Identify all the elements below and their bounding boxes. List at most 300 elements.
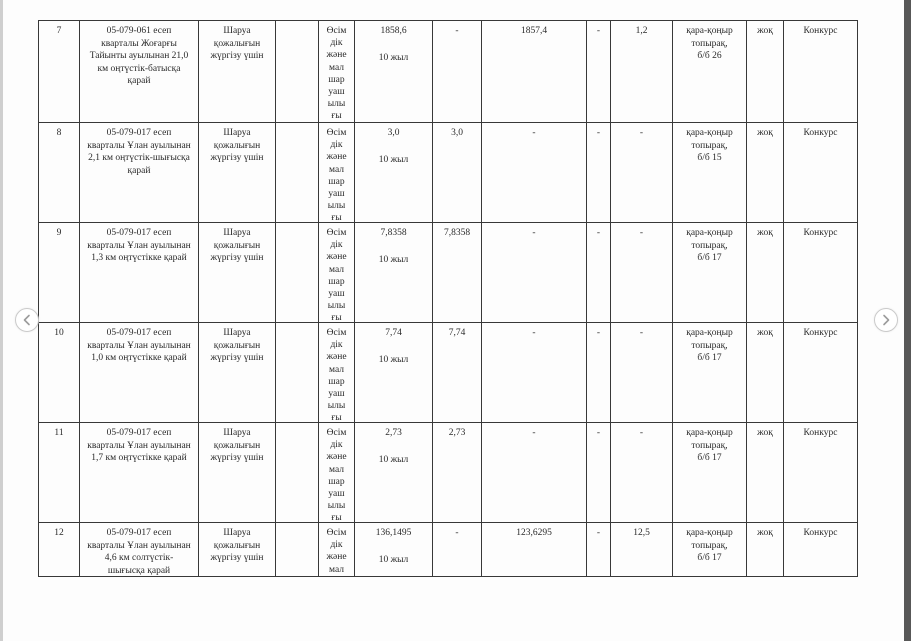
method-content [784, 223, 857, 322]
soil-content [673, 21, 746, 122]
row-number-value: 9 [56, 228, 62, 238]
soil-line: б/б 26 [697, 51, 722, 62]
purpose-line: Шаруа [223, 128, 251, 138]
purpose-line: қожалығын [213, 340, 261, 351]
col12-cell [747, 223, 784, 323]
use-type-line: мал [329, 62, 344, 73]
row-number-content [39, 123, 79, 222]
empty-cell [276, 423, 319, 523]
col7-cell [433, 323, 482, 423]
location-line: 05-079-017 есеп [106, 128, 172, 138]
row-number-content [39, 21, 79, 122]
col9-cell [587, 223, 611, 323]
col10-cell [611, 523, 673, 577]
col10-cell [611, 423, 673, 523]
col8-content [482, 21, 586, 122]
col12-cell [747, 423, 784, 523]
area-value: 7,8358 [380, 228, 407, 238]
soil-line: топырақ, [691, 38, 728, 49]
method-cell [784, 223, 858, 323]
soil-cell [673, 323, 747, 423]
empty-content [276, 21, 318, 122]
soil-line: қара-қоңыр [686, 528, 733, 538]
col10-cell [611, 123, 673, 223]
use-type-content [319, 323, 354, 422]
use-type-content [319, 423, 354, 522]
purpose-cell [199, 123, 276, 223]
location-cell [80, 323, 199, 423]
term-value: 10 жыл [378, 52, 409, 63]
col12-cell [747, 523, 784, 577]
col8-cell [482, 21, 587, 123]
use-type-line: уаш [328, 289, 345, 300]
col8-content [482, 323, 586, 422]
row-number-content [39, 223, 79, 322]
location-content [80, 21, 198, 122]
row-number-value: 7 [56, 26, 62, 36]
purpose-cell [199, 523, 276, 577]
area-value: 136,1495 [375, 528, 412, 538]
soil-cell [673, 423, 747, 523]
use-type-line: Өсім [326, 228, 347, 238]
location-line: 05-079-017 есеп [106, 428, 172, 438]
purpose-line: Шаруа [223, 428, 251, 438]
use-type-line: мал [329, 564, 344, 575]
soil-line: қара-қоңыр [686, 228, 733, 238]
location-cell [80, 21, 199, 123]
col8-value: 123,6295 [516, 528, 552, 538]
purpose-content [199, 21, 275, 122]
row-number-cell [39, 21, 80, 123]
use-type-cell [319, 523, 355, 577]
method-cell [784, 123, 858, 223]
area-cell [355, 323, 433, 423]
use-type-line: Өсім [326, 428, 347, 438]
purpose-line: қожалығын [213, 240, 261, 251]
row-number-content [39, 523, 79, 576]
soil-content [673, 323, 746, 422]
use-type-cell [319, 21, 355, 123]
col12-value: жоқ [757, 428, 773, 438]
col9-value: - [596, 26, 601, 36]
soil-line: қара-қоңыр [686, 328, 733, 338]
col7-cell [433, 423, 482, 523]
location-line: Тайынты ауылынан 21,0 [89, 51, 189, 62]
use-type-line: ғы [331, 513, 342, 522]
method-content [784, 423, 857, 522]
area-cell [355, 423, 433, 523]
use-type-line: уаш [328, 189, 345, 200]
location-line: кварталы Ұлан ауылынан [87, 340, 191, 351]
col10-value: - [639, 328, 644, 338]
soil-content [673, 523, 746, 576]
col8-cell [482, 523, 587, 577]
location-line: қарай [127, 76, 151, 87]
use-type-line: ғы [331, 413, 342, 422]
purpose-line: жүргізу үшін [210, 51, 264, 62]
col9-value: - [596, 328, 601, 338]
soil-line: б/б 17 [697, 353, 722, 364]
row-number-value: 11 [54, 428, 64, 438]
purpose-content [199, 123, 275, 222]
col8-value: - [532, 128, 536, 138]
use-type-line: мал [329, 164, 344, 175]
col12-cell [747, 323, 784, 423]
location-cell [80, 423, 199, 523]
purpose-line: Шаруа [223, 228, 251, 238]
location-line: қарай [127, 165, 151, 176]
use-type-line: дік [330, 440, 343, 451]
col12-content [747, 123, 783, 222]
location-cell [80, 223, 199, 323]
use-type-line: Өсім [326, 128, 347, 138]
method-value: Конкурс [803, 228, 838, 238]
col7-content [433, 523, 481, 576]
col10-content [611, 523, 672, 576]
purpose-cell [199, 21, 276, 123]
col10-content [611, 423, 672, 522]
row-number-value: 10 [54, 328, 64, 338]
col12-value: жоқ [757, 26, 773, 36]
purpose-line: Шаруа [223, 328, 251, 338]
col8-content [482, 423, 586, 522]
col12-cell [747, 123, 784, 223]
table-row [39, 21, 858, 123]
use-type-line: және [326, 50, 347, 61]
location-content [80, 223, 198, 322]
chevron-left-icon [22, 314, 32, 326]
empty-content [276, 523, 318, 576]
use-type-line: дік [330, 240, 343, 251]
col8-cell [482, 423, 587, 523]
col10-value: - [639, 428, 644, 438]
purpose-content [199, 423, 275, 522]
row-number-value: 12 [54, 528, 64, 538]
col10-value: - [639, 128, 644, 138]
row-number-cell [39, 323, 80, 423]
col10-content [611, 21, 672, 122]
term-value: 10 жыл [378, 154, 409, 165]
purpose-line: қожалығын [213, 38, 261, 49]
col7-cell [433, 21, 482, 123]
use-type-line: дік [330, 140, 343, 151]
use-type-line: дік [330, 340, 343, 351]
col9-content [587, 21, 610, 122]
col9-cell [587, 423, 611, 523]
use-type-line: шар [328, 74, 345, 85]
use-type-line: шар [328, 376, 345, 387]
use-type-line: уаш [328, 389, 345, 400]
col7-value: 7,8358 [443, 228, 471, 238]
col10-content [611, 223, 672, 322]
col7-value: 3,0 [451, 128, 463, 138]
col12-value: жоқ [757, 228, 773, 238]
col7-cell [433, 523, 482, 577]
location-line: 4,6 км солтүстік- [104, 553, 174, 564]
area-cell [355, 21, 433, 123]
area-value: 7,74 [385, 328, 402, 338]
use-type-cell [319, 123, 355, 223]
area-content [355, 21, 432, 122]
use-type-content [319, 123, 354, 222]
method-content [784, 323, 857, 422]
use-type-cell [319, 323, 355, 423]
empty-cell [276, 21, 319, 123]
use-type-line: шар [328, 476, 345, 487]
empty-content [276, 223, 318, 322]
purpose-line: Шаруа [223, 528, 251, 538]
area-content [355, 223, 432, 322]
method-value: Конкурс [803, 528, 838, 538]
location-cell [80, 123, 199, 223]
soil-line: б/б 17 [697, 253, 722, 264]
col12-content [747, 223, 783, 322]
col9-content [587, 423, 610, 522]
table-row [39, 123, 858, 223]
area-value: 1858,6 [380, 26, 407, 36]
col9-content [587, 523, 610, 576]
location-line: 05-079-017 есеп [106, 328, 172, 338]
col8-content [482, 223, 586, 322]
soil-content [673, 123, 746, 222]
use-type-cell [319, 223, 355, 323]
soil-content [673, 423, 746, 522]
use-type-content [319, 523, 354, 576]
purpose-line: қожалығын [213, 440, 261, 451]
col12-content [747, 423, 783, 522]
col12-value: жоқ [757, 328, 773, 338]
soil-line: б/б 15 [697, 153, 722, 164]
col9-cell [587, 523, 611, 577]
method-value: Конкурс [803, 128, 838, 138]
location-line: 05-079-061 есеп [106, 26, 172, 36]
col7-content [433, 423, 481, 522]
soil-cell [673, 523, 747, 577]
col9-value: - [596, 528, 601, 538]
use-type-line: және [326, 552, 347, 563]
col7-content [433, 223, 481, 322]
col7-value: 2,73 [448, 428, 466, 438]
area-value: 2,73 [385, 428, 402, 438]
location-line: 1,3 км оңтүстікке қарай [91, 253, 187, 264]
location-line: 1,7 км оңтүстікке қарай [91, 453, 187, 464]
use-type-line: ылы [327, 401, 346, 412]
location-line: 05-079-017 есеп [106, 528, 172, 538]
col9-cell [587, 21, 611, 123]
area-value: 3,0 [387, 128, 400, 138]
empty-cell [276, 223, 319, 323]
col10-cell [611, 21, 673, 123]
soil-line: топырақ, [691, 340, 728, 351]
use-type-line: және [326, 452, 347, 463]
soil-line: б/б 17 [697, 553, 722, 564]
purpose-cell [199, 423, 276, 523]
row-number-cell [39, 223, 80, 323]
col12-content [747, 323, 783, 422]
purpose-line: жүргізу үшін [210, 553, 264, 564]
table-row [39, 223, 858, 323]
soil-line: қара-қоңыр [686, 428, 733, 438]
area-content [355, 123, 432, 222]
area-content [355, 423, 432, 522]
soil-cell [673, 21, 747, 123]
purpose-line: қожалығын [213, 140, 261, 151]
method-content [784, 123, 857, 222]
col9-value: - [596, 428, 601, 438]
purpose-cell [199, 223, 276, 323]
col8-value: 1857,4 [520, 26, 548, 36]
location-line: шығысқа қарай [107, 565, 171, 576]
method-cell [784, 523, 858, 577]
chevron-right-icon [881, 314, 891, 326]
method-value: Конкурс [803, 26, 838, 36]
empty-cell [276, 323, 319, 423]
table-row [39, 523, 858, 577]
empty-content [276, 323, 318, 422]
previous-image-button[interactable] [15, 308, 39, 332]
soil-content [673, 223, 746, 322]
term-value: 10 жыл [378, 354, 409, 365]
method-content [784, 21, 857, 122]
col8-cell [482, 123, 587, 223]
col7-value: - [455, 528, 459, 538]
col10-value: 1,2 [635, 26, 648, 36]
soil-cell [673, 223, 747, 323]
term-value: 10 жыл [378, 454, 409, 465]
purpose-line: Шаруа [223, 26, 251, 36]
purpose-content [199, 523, 275, 576]
location-line: 1,0 км оңтүстікке қарай [91, 353, 187, 364]
location-line: кварталы Ұлан ауылынан [87, 140, 191, 151]
use-type-line: ғы [331, 313, 342, 322]
col8-value: - [532, 428, 536, 438]
empty-cell [276, 123, 319, 223]
use-type-line: Өсім [326, 328, 347, 338]
col7-value: 7,74 [448, 328, 466, 338]
col12-value: жоқ [757, 528, 773, 538]
use-type-content [319, 21, 354, 122]
row-number-content [39, 423, 79, 522]
use-type-line: және [326, 252, 347, 263]
empty-cell [276, 523, 319, 577]
viewer-left-edge [0, 0, 3, 641]
table-body [39, 21, 858, 577]
purpose-cell [199, 323, 276, 423]
col7-content [433, 123, 481, 222]
col8-value: - [532, 228, 536, 238]
use-type-line: ылы [327, 99, 346, 110]
use-type-line: уаш [328, 87, 345, 98]
use-type-line: ғы [331, 111, 342, 122]
use-type-line: мал [329, 364, 344, 375]
col8-cell [482, 223, 587, 323]
col8-cell [482, 323, 587, 423]
use-type-line: мал [329, 264, 344, 275]
col9-cell [587, 323, 611, 423]
soil-line: топырақ, [691, 440, 728, 451]
soil-cell [673, 123, 747, 223]
col12-content [747, 523, 783, 576]
col10-value: - [639, 228, 644, 238]
location-content [80, 423, 198, 522]
area-cell [355, 223, 433, 323]
col8-content [482, 523, 586, 576]
purpose-content [199, 323, 275, 422]
method-content [784, 523, 857, 576]
use-type-line: дік [330, 540, 343, 551]
use-type-line: ылы [327, 501, 346, 512]
col10-content [611, 323, 672, 422]
soil-line: қара-қоңыр [686, 128, 733, 138]
col12-cell [747, 21, 784, 123]
location-cell [80, 523, 199, 577]
purpose-line: жүргізу үшін [210, 253, 264, 264]
term-value: 10 жыл [378, 554, 409, 565]
location-line: 2,1 км оңтүстік-шығысқа [88, 153, 190, 164]
location-content [80, 323, 198, 422]
col9-cell [587, 123, 611, 223]
purpose-content [199, 223, 275, 322]
row-number-content [39, 323, 79, 422]
col10-value: 12,5 [633, 528, 650, 538]
location-content [80, 523, 198, 576]
use-type-cell [319, 423, 355, 523]
land-plot-table [38, 20, 858, 577]
location-line: кварталы Жоғарғы [101, 38, 177, 49]
col9-content [587, 323, 610, 422]
col7-content [433, 21, 481, 122]
location-line: кварталы Ұлан ауылынан [87, 240, 191, 251]
col9-content [587, 123, 610, 222]
row-number-cell [39, 423, 80, 523]
col8-content [482, 123, 586, 222]
col7-cell [433, 123, 482, 223]
col9-content [587, 223, 610, 322]
purpose-line: жүргізу үшін [210, 153, 264, 164]
soil-line: қара-қоңыр [686, 26, 733, 36]
use-type-content [319, 223, 354, 322]
col10-cell [611, 323, 673, 423]
col12-value: жоқ [757, 128, 773, 138]
col8-value: - [532, 328, 536, 338]
location-content [80, 123, 198, 222]
method-cell [784, 323, 858, 423]
col9-value: - [596, 228, 601, 238]
use-type-line: мал [329, 464, 344, 475]
use-type-line: уаш [328, 489, 345, 500]
method-cell [784, 21, 858, 123]
col7-cell [433, 223, 482, 323]
soil-line: топырақ, [691, 240, 728, 251]
col10-content [611, 123, 672, 222]
location-line: км оңтүстік-батысқа [97, 63, 181, 74]
use-type-line: Өсім [326, 26, 347, 36]
use-type-line: ылы [327, 201, 346, 212]
location-line: 05-079-017 есеп [106, 228, 172, 238]
area-content [355, 323, 432, 422]
method-value: Конкурс [803, 428, 838, 438]
empty-content [276, 423, 318, 522]
use-type-line: ылы [327, 301, 346, 312]
next-image-button[interactable] [874, 308, 898, 332]
viewer-right-edge [904, 0, 911, 641]
term-value: 10 жыл [378, 254, 409, 265]
use-type-line: ғы [331, 213, 342, 222]
col9-value: - [596, 128, 601, 138]
row-number-cell [39, 123, 80, 223]
use-type-line: және [326, 152, 347, 163]
area-cell [355, 523, 433, 577]
